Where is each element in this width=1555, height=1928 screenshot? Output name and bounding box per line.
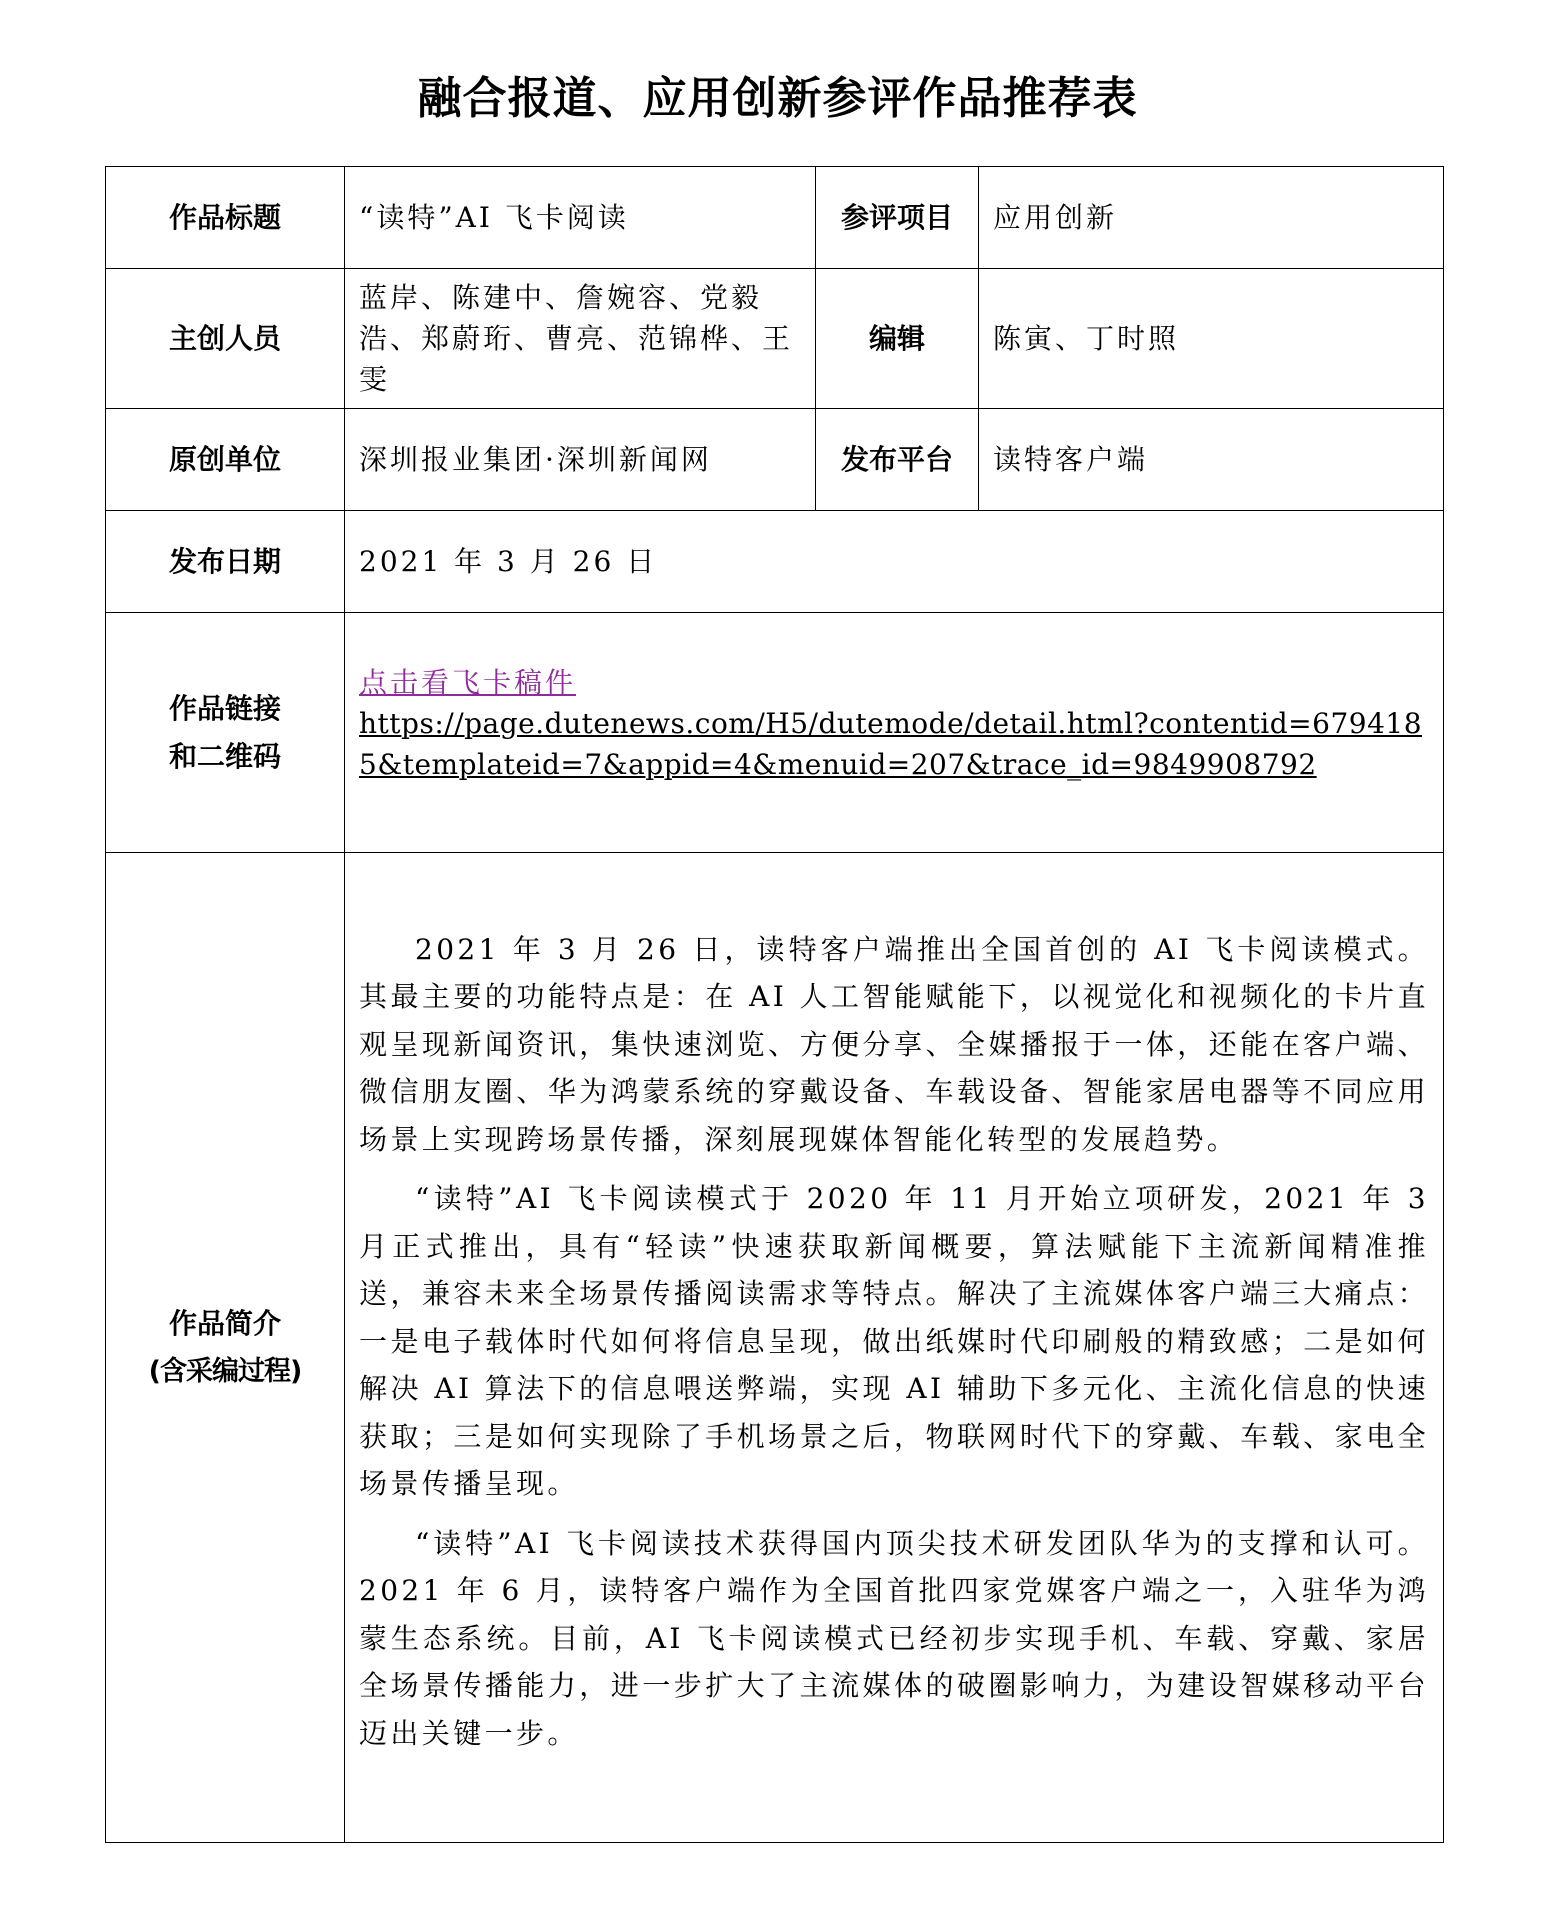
row-date <box>106 511 1444 613</box>
label-work-title: 作品标题 <box>106 167 345 269</box>
row-unit <box>106 409 1444 511</box>
label-summary-line2: (含采编过程) <box>148 1355 302 1387</box>
value-editors: 陈寅、丁时照 <box>979 269 1444 409</box>
label-date: 发布日期 <box>106 511 345 613</box>
summary-paragraph: “读特”AI 飞卡阅读模式于 2020 年 11 月开始立项研发，2021 年 3 月正式推出，具有“轻读”快速获取新闻概要，算法赋能下主流新闻精准推送，兼容未来全场景传播阅读需求等特点。解决了主流媒体客户端三大痛点：一是电子载体时代如何将信息呈现，做出纸媒时代印刷般的精致感；二是如何解决 AI 算法下的信息喂送弊端，实现 AI 辅助下多元化、主流化信息的快速获取；三是如何实现除了手机场景之后，物联网时代下的穿戴、车载、家电全场景传播呈现。 <box>359 1182 1429 1501</box>
value-link <box>345 613 1444 853</box>
row-creators <box>106 269 1444 409</box>
page-title: 融合报道、应用创新参评作品推荐表 <box>417 73 1138 124</box>
recommendation-form-table <box>105 166 1444 1843</box>
value-date: 2021 年 3 月 26 日 <box>345 511 1444 613</box>
row-work-title <box>106 167 1444 269</box>
label-summary-line1: 作品简介 <box>168 1306 281 1340</box>
label-category: 参评项目 <box>816 167 979 269</box>
label-creators: 主创人员 <box>106 269 345 409</box>
label-link-line1: 作品链接 <box>168 691 281 725</box>
value-category: 应用创新 <box>979 167 1444 269</box>
value-work-title: “读特”AI 飞卡阅读 <box>345 167 816 269</box>
row-summary <box>106 853 1444 1843</box>
label-link <box>106 613 345 853</box>
label-link-line2: 和二维码 <box>168 739 281 773</box>
value-creators: 蓝岸、陈建中、詹婉容、党毅浩、郑蔚珩、曹亮、范锦桦、王雯 <box>345 269 816 409</box>
label-unit: 原创单位 <box>106 409 345 511</box>
summary-paragraph: “读特”AI 飞卡阅读技术获得国内顶尖技术研发团队华为的支撑和认可。2021 年 6 月，读特客户端作为全国首批四家党媒客户端之一，入驻华为鸿蒙生态系统。目前，AI 飞卡阅读模式已经初步实现手机、车载、穿戴、家居全场景传播能力，进一步扩大了主流媒体的破圈影响力，为建设智媒移动平台迈出关键一步。 <box>359 1526 1429 1750</box>
label-summary <box>106 853 345 1843</box>
value-summary <box>345 853 1444 1843</box>
label-editors: 编辑 <box>816 269 979 409</box>
value-platform: 读特客户端 <box>979 409 1444 511</box>
row-link <box>106 613 1444 853</box>
label-platform: 发布平台 <box>816 409 979 511</box>
value-unit: 深圳报业集团·深圳新闻网 <box>345 409 816 511</box>
view-card-link[interactable]: 点击看飞卡稿件 <box>359 666 577 699</box>
summary-paragraph: 2021 年 3 月 26 日，读特客户端推出全国首创的 AI 飞卡阅读模式。其最主要的功能特点是：在 AI 人工智能赋能下，以视觉化和视频化的卡片直观呈现新闻资讯，集快速浏览、方便分享、全媒播报于一体，还能在客户端、微信朋友圈、华为鸿蒙系统的穿戴设备、车载设备、智能家居电器等不同应用场景上实现跨场景传播，深刻展现媒体智能化转型的发展趋势。 <box>359 932 1429 1156</box>
work-url-link[interactable]: https://page.dutenews.com/H5/dutemode/detail.html?contentid=6794185&templateid=7&appid=4&menuid=207&trace_id=9849908792 <box>359 707 1423 781</box>
